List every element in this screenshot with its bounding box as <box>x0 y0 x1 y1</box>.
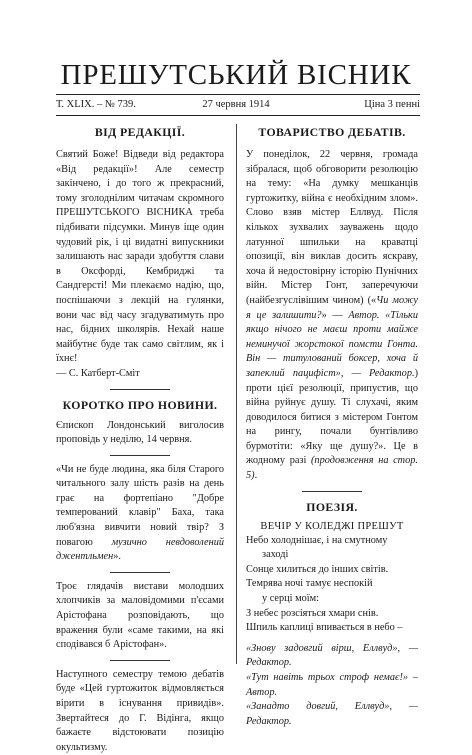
separator <box>110 389 170 390</box>
separator <box>110 572 170 573</box>
issue-number: Т. XLIX. – № 739. <box>56 99 136 110</box>
column-divider <box>236 124 237 664</box>
news-item-bishop: Єпископ Лондонський виголосив проповідь у неділю, 14 червня. <box>56 419 224 446</box>
news-item-piano: «Чи не буде людина, яка біля Старого читального залу шість разів на день грає на фортепіано "Добре темперований клавір" Баха, така люб'язна вивчити новий твір? З повагою музично невдоволений джентльмен». <box>56 463 225 563</box>
issue-price: Ціна 3 пенні <box>364 99 420 110</box>
poem-title: ВЕЧІР У КОЛЕДЖІ ПРЕШУТ <box>260 520 404 532</box>
poem-line: З небес розсіяться хмари снів. <box>246 607 379 619</box>
debate-body: У понеділок, 22 червня, громада зібралася, щоб обговорити резолюцію на тему: «На думку мешканців гуртожитку, війна є необхідним злом». Слово взяв містер Еллвуд. Після кількох зухвалих зауважень щодо латунної шпильки на краватці опозиції, він виклав досить яскраву, хоча й недостовірну історію Пунічних війн. Містер Гонт, заперечуючи (найбезгуслівішим чином) («Чи можу я це залишити?» — Автор. «Тільки якщо нічого не маєш проти майже неминучої жорстокої помсти Гонта. Він — титулований боксер, хоча й запеклий пацифіст», — Редактор.) проти цієї резолюції, припустив, що війна руйнує душу. Ті слухачі, яким доводилося битися з містером Гонтом на рингу, почали бунтівливо бурмотіти: «Яку ще душу?». Це в жодному разі (продовження на стор. 5). <box>246 149 418 482</box>
issue-date: 27 червня 1914 <box>202 99 270 110</box>
debate-heading: ТОВАРИСТВО ДЕБАТІВ. <box>258 125 406 139</box>
poem-line: у серці моїм: <box>262 593 319 605</box>
news-heading: КОРОТКО ПРО НОВИНИ. <box>62 397 218 412</box>
masthead-rule-bottom <box>56 115 420 116</box>
poem-comment: «Занадто довгий, Еллвуд», — Редактор. <box>246 701 418 727</box>
editorial-signature: — С. Катберт-Сміт <box>56 367 140 379</box>
masthead-rule-top <box>56 94 420 95</box>
editorial-heading: ВІД РЕДАКЦІЇ. <box>94 125 186 139</box>
news-item-aristophanes: Троє глядачів вистави молодших хлопчиків за маловідомими п'єсами Арістофана розповідають, що враження були «саме такими, на які сподівався б Арістофан». <box>56 580 224 651</box>
poem-comment: «Знову задовгий вірш, Еллвуд», — Редактор. <box>246 642 418 669</box>
poem-line: Сонце хилиться до інших світів. <box>246 563 389 575</box>
poem-line: Шпиль каплиці впивається в небо – <box>246 622 403 634</box>
piano-signature: музично невдоволений джентльмен <box>56 536 225 563</box>
poem-line: заході <box>262 549 289 561</box>
poem-line: Небо холоднішає, і на смутному <box>246 534 388 546</box>
right-column <box>246 124 418 729</box>
masthead-title: ПРЕШУТСЬКИЙ ВІСНИК <box>60 59 412 91</box>
poem-comment: «Тут навіть трьох строф немає!» – Автор. <box>246 672 418 698</box>
separator <box>110 455 170 456</box>
poetry-heading: ПОЕЗІЯ. <box>306 499 358 514</box>
news-item-debate-topic: Наступного семестру темою дебатів буде «Цей гуртожиток відмовляється вірити в існування привидів». Звертайтеся до Г. Відінга, якщо бажаєте відстоювати позицію окультизму. <box>56 668 224 753</box>
left-column <box>56 124 224 755</box>
editorial-body: Святий Боже! Відведи від редактора «Від редакції»! Але семестр закінчено, і до того ж прекрасний, тому зголоднілим читачам скромного ПРЕШУТСЬКОГО ВІСНИКА треба підбивати підсумки. Минув іще один чудовий рік, і ці видатні випускники залишають нас заради здобуття слави в Оксфорді, Кембриджі та Сандгерсті! Ми плекаємо надію, що, поспішаючи з лекцій на гулянки, вони час від часу згадуватимуть про нас, бідних школярів. Нехай наше майбутнє буде так само світлим, як і їхнє! <box>56 149 224 365</box>
separator <box>110 660 170 661</box>
poem-line: Темрява ночі тамує неспокій <box>246 578 373 590</box>
separator <box>302 491 362 492</box>
